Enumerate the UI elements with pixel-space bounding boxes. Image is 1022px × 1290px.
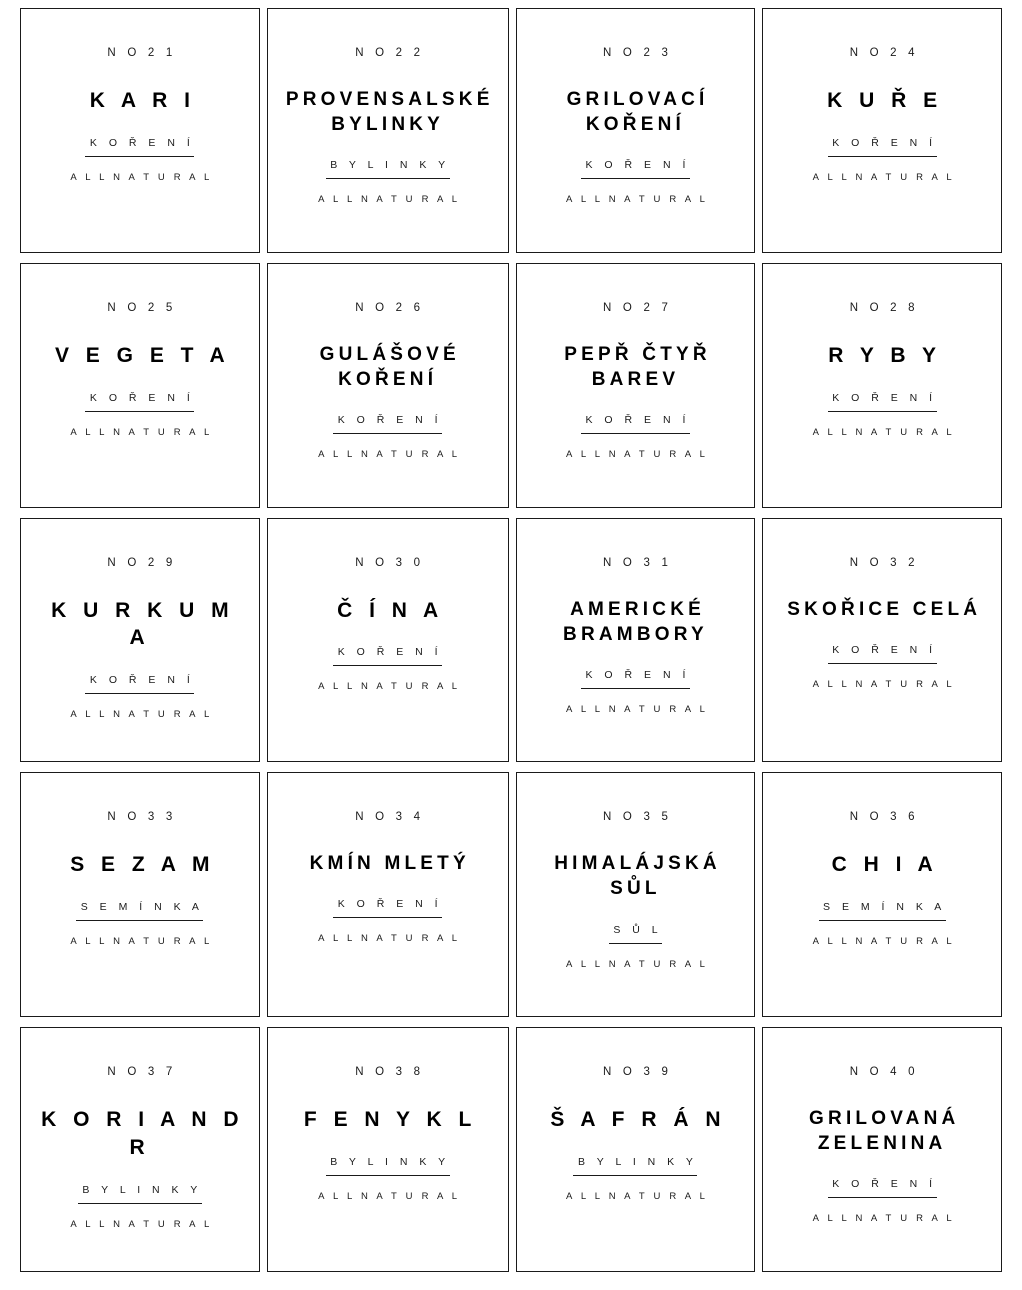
label-title: GULÁŠOVÉ KOŘENÍ [319, 343, 460, 390]
label-category: K O Ř E N Í [333, 898, 442, 918]
label-title: PROVENSALSKÉ BYLINKY [285, 89, 494, 136]
label-card [762, 8, 1002, 253]
label-title: R Y B Y [828, 343, 942, 367]
label-footer: A L L N A T U R A L [70, 426, 213, 438]
label-title: C H I A [831, 853, 939, 877]
label-grid [20, 8, 1002, 1272]
label-category: K O Ř E N Í [828, 392, 937, 412]
label-number: N O 3 1 [603, 556, 673, 569]
label-title: Š A F R Á N [550, 1108, 726, 1132]
label-footer: A L L N A T U R A L [565, 958, 709, 970]
label-category: K O Ř E N Í [828, 644, 937, 664]
label-title: K O R I A N D R [41, 1108, 245, 1159]
label-footer: A L L N A T U R A L [565, 1190, 709, 1202]
label-category: S E M Í N K A [76, 901, 203, 921]
label-footer: A L L N A T U R A L [565, 448, 709, 460]
label-footer: A L L N A T U R A L [812, 426, 955, 438]
label-card [20, 518, 260, 763]
label-number: N O 2 6 [355, 301, 425, 314]
label-category: B Y L I N K Y [326, 1156, 450, 1176]
label-title: KMÍN MLETÝ [309, 853, 470, 875]
label-category: B Y L I N K Y [78, 1184, 202, 1204]
label-title: HIMALÁJSKÁ SŮL [554, 853, 721, 900]
label-number: N O 3 3 [107, 811, 177, 824]
label-title: GRILOVANÁ ZELENINA [809, 1108, 960, 1155]
label-category: K O Ř E N Í [333, 414, 442, 434]
label-title: K U Ř E [827, 89, 943, 112]
label-category: K O Ř E N Í [581, 414, 690, 434]
label-footer: A L L N A T U R A L [565, 194, 709, 206]
label-footer: A L L N A T U R A L [70, 936, 213, 948]
label-card [267, 772, 509, 1017]
label-category: S E M Í N K A [819, 901, 946, 921]
label-footer: A L L N A T U R A L [565, 703, 709, 715]
label-number: N O 2 5 [107, 301, 177, 314]
label-category: K O Ř E N Í [85, 392, 194, 412]
label-card [267, 1027, 509, 1272]
label-card [267, 518, 509, 763]
label-category: K O Ř E N Í [828, 1178, 937, 1198]
label-title: K A R I [89, 89, 196, 112]
label-title: S E Z A M [70, 853, 215, 877]
label-footer: A L L N A T U R A L [70, 709, 213, 721]
label-number: N O 3 4 [355, 811, 425, 824]
label-number: N O 2 4 [849, 47, 919, 59]
label-category: K O Ř E N Í [85, 674, 194, 694]
label-card [516, 1027, 756, 1272]
label-number: N O 2 2 [355, 47, 425, 59]
label-footer: A L L N A T U R A L [70, 1218, 213, 1230]
label-footer: A L L N A T U R A L [318, 681, 461, 693]
label-number: N O 3 5 [603, 811, 673, 824]
label-card [762, 772, 1002, 1017]
label-footer: A L L N A T U R A L [318, 448, 461, 460]
label-number: N O 3 2 [849, 556, 919, 569]
label-title: F E N Y K L [303, 1108, 477, 1132]
label-card [762, 1027, 1002, 1272]
label-footer: A L L N A T U R A L [70, 171, 213, 183]
label-card [762, 518, 1002, 763]
label-category: K O Ř E N Í [581, 159, 690, 179]
label-footer: A L L N A T U R A L [318, 933, 461, 945]
label-title: GRILOVACÍ KOŘENÍ [566, 89, 709, 136]
label-card [516, 8, 756, 253]
label-number: N O 2 3 [603, 47, 673, 59]
label-number: N O 2 1 [107, 47, 177, 59]
label-number: N O 3 9 [603, 1066, 673, 1079]
label-card [20, 1027, 260, 1272]
label-category: B Y L I N K Y [326, 159, 450, 179]
label-number: N O 2 8 [849, 301, 919, 314]
label-category: K O Ř E N Í [333, 646, 442, 666]
label-card [267, 8, 509, 253]
label-card [762, 263, 1002, 508]
label-category: K O Ř E N Í [828, 137, 937, 157]
label-number: N O 3 8 [355, 1066, 425, 1079]
label-card [267, 263, 509, 508]
label-title: K U R K U M A [51, 598, 235, 650]
label-number: N O 3 6 [849, 811, 919, 824]
label-card [516, 518, 756, 763]
label-card [516, 263, 756, 508]
label-card [516, 772, 756, 1017]
label-footer: A L L N A T U R A L [318, 1190, 461, 1202]
label-card [20, 772, 260, 1017]
label-card [20, 8, 260, 253]
label-number: N O 2 9 [107, 556, 177, 569]
label-category: K O Ř E N Í [85, 137, 194, 157]
label-title: Č Í N A [337, 598, 444, 622]
label-footer: A L L N A T U R A L [812, 936, 955, 948]
label-title: SKOŘICE CELÁ [787, 598, 982, 620]
label-title: AMERICKÉ BRAMBORY [563, 598, 708, 645]
label-footer: A L L N A T U R A L [812, 678, 955, 690]
label-category: S Ů L [609, 924, 662, 944]
label-footer: A L L N A T U R A L [318, 194, 461, 206]
label-number: N O 4 0 [849, 1066, 919, 1079]
label-number: N O 3 7 [107, 1066, 177, 1079]
label-card [20, 263, 260, 508]
label-footer: A L L N A T U R A L [812, 171, 955, 183]
label-footer: A L L N A T U R A L [812, 1213, 955, 1225]
label-number: N O 3 0 [355, 556, 425, 569]
label-category: B Y L I N K Y [573, 1156, 697, 1176]
label-category: K O Ř E N Í [581, 669, 690, 689]
label-number: N O 2 7 [603, 301, 673, 314]
label-title: V E G E T A [54, 343, 231, 367]
label-title: PEPŘ ČTYŘ BAREV [564, 343, 711, 390]
